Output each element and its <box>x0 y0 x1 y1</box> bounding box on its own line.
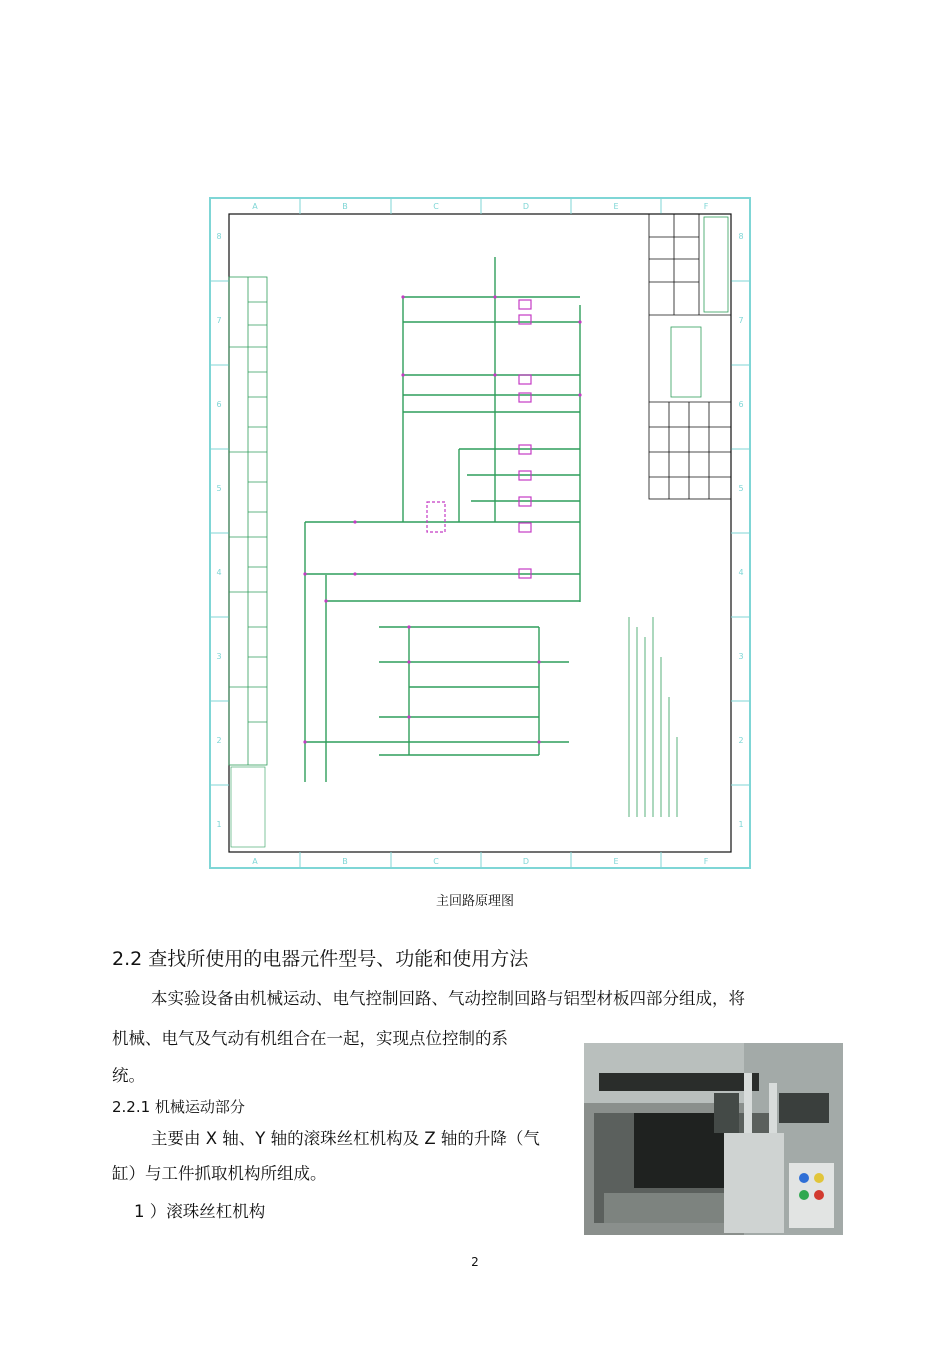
border-col-d-bottom: D <box>522 857 530 866</box>
border-row-7-right: 7 <box>738 316 744 325</box>
title-block <box>649 214 731 499</box>
border-row-2: 2 <box>216 736 222 745</box>
border-col-d: D <box>522 202 530 211</box>
border-row-4-right: 4 <box>738 568 744 577</box>
section-heading: 2.2 查找所使用的电器元件型号、功能和使用方法 <box>112 948 529 970</box>
notes-lines <box>629 617 677 817</box>
border-row-5: 5 <box>216 484 222 493</box>
function-table <box>229 277 267 765</box>
border-col-a-bottom: A <box>252 857 258 866</box>
border-row-6: 6 <box>216 400 222 409</box>
border-row-3: 3 <box>216 652 222 661</box>
subsection-heading: 2.2.1 机械运动部分 <box>112 1098 245 1116</box>
paragraph-1-line-3: 统。 <box>112 1066 145 1085</box>
list-item-1: 1 ）滚珠丝杠机构 <box>134 1202 266 1221</box>
page-number: 2 <box>471 1255 479 1269</box>
border-col-a: A <box>252 202 258 211</box>
border-row-1-right: 1 <box>738 820 744 829</box>
border-row-2-right: 2 <box>738 736 744 745</box>
border-col-b-bottom: B <box>342 857 348 866</box>
junction-dots <box>303 295 581 743</box>
border-row-1: 1 <box>216 820 222 829</box>
border-row-3-right: 3 <box>738 652 744 661</box>
figure-caption: 主回路原理图 <box>435 894 514 909</box>
border-row-5-right: 5 <box>738 484 744 493</box>
main-circuit-schematic <box>209 197 751 869</box>
paragraph-1-line-2: 机械、电气及气动有机组合在一起，实现点位控制的系 <box>112 1029 508 1048</box>
border-row-4: 4 <box>216 568 222 577</box>
border-col-f: F <box>703 202 709 211</box>
border-row-6-right: 6 <box>738 400 744 409</box>
paragraph-2-line-1: 主要由 X 轴、Y 轴的滚珠丝杠机构及 Z 轴的升降（气 <box>151 1129 540 1148</box>
border-col-c-bottom: C <box>433 857 439 866</box>
border-row-8: 8 <box>216 232 222 241</box>
paragraph-1-line-1: 本实验设备由机械运动、电气控制回路、气动控制回路与铝型材板四部分组成，将 <box>151 989 745 1008</box>
border-col-e: E <box>613 202 619 211</box>
border-col-b: B <box>342 202 348 211</box>
relay-components <box>427 300 531 578</box>
equipment-photo <box>584 1043 843 1235</box>
border-col-c: C <box>433 202 439 211</box>
border-row-8-right: 8 <box>738 232 744 241</box>
border-col-f-bottom: F <box>703 857 709 866</box>
border-row-7: 7 <box>216 316 222 325</box>
paragraph-2-line-2: 缸）与工件抓取机构所组成。 <box>112 1164 327 1183</box>
border-col-e-bottom: E <box>613 857 619 866</box>
